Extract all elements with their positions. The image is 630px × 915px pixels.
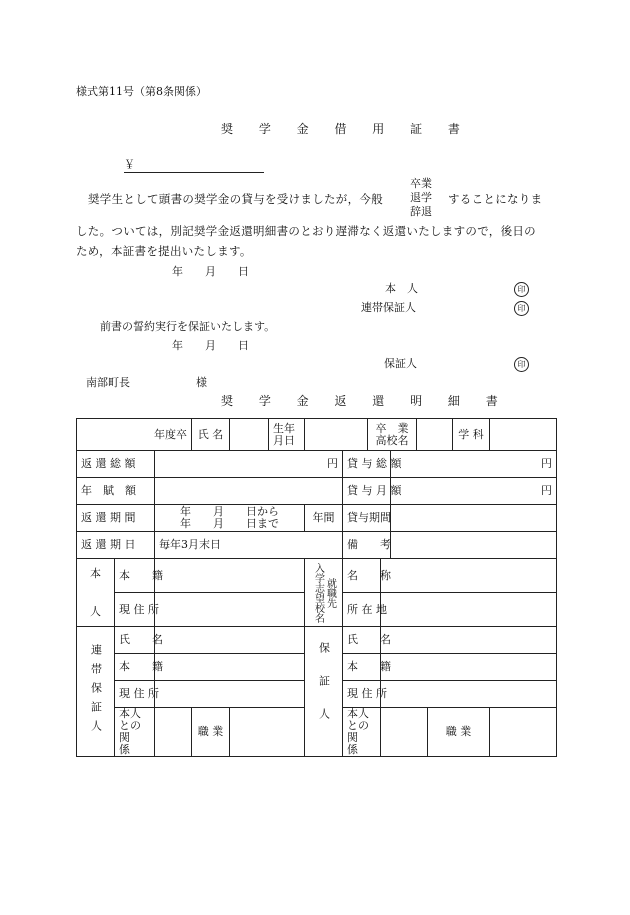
name-cell[interactable] (230, 419, 269, 451)
repay-total-label: 返 還 総 額 (77, 451, 155, 478)
person-group-label: 本 人 (77, 559, 115, 627)
amount-field[interactable] (124, 172, 264, 173)
option-graduation[interactable]: 卒業 (410, 177, 432, 190)
detail-title: 奨 学 金 返 還 明 細 書 (221, 394, 509, 408)
person-address-cell[interactable] (155, 593, 305, 627)
jg-relation-label: 本人との 関 係 (115, 708, 155, 757)
repay-period-label: 返 還 期 間 (77, 505, 155, 532)
due-date-value: 毎年3月末日 (155, 532, 343, 559)
pledge-line-3: ため，本証書を提出いたします。 (76, 244, 252, 258)
monthly-loan-cell[interactable]: 円 (391, 478, 557, 505)
jg-name-cell[interactable] (155, 627, 305, 654)
jg-domicile-cell[interactable] (155, 654, 305, 681)
employer-school-label: 就職先 入学志望校名 (305, 559, 343, 627)
pledge-line-1-end: することになりま (448, 192, 543, 206)
jg-relation-cell[interactable] (155, 708, 192, 757)
option-withdrawal[interactable]: 退学 (410, 191, 432, 204)
remarks-label: 備 考 (343, 532, 391, 559)
jg-address-label: 現 住 所 (115, 681, 155, 708)
jg-name-label: 氏 名 (115, 627, 155, 654)
form-number: 様式第11号（第8条関係） (76, 85, 207, 98)
employer-name-label: 名 称 (343, 559, 381, 593)
remarks-cell[interactable] (391, 532, 557, 559)
loan-total-label: 貸 与 総 額 (343, 451, 391, 478)
option-decline[interactable]: 辞退 (410, 205, 432, 218)
guarantor-label: 保証人 (384, 357, 417, 370)
joint-guarantor-label: 連帯保証人 (361, 301, 416, 314)
jg-address-cell[interactable] (155, 681, 305, 708)
reason-options[interactable] (410, 177, 432, 219)
joint-guarantor-group-label: 連帯保証人 (77, 627, 115, 757)
g-job-cell[interactable] (490, 708, 557, 757)
g-address-label: 現 住 所 (343, 681, 381, 708)
pledge-title: 奨 学 金 借 用 証 書 (221, 122, 471, 136)
school-label: 卒 業 高校名 (368, 419, 417, 451)
person-domicile-cell[interactable] (155, 559, 305, 593)
loan-period-cell[interactable] (391, 505, 557, 532)
grad-year-label: 年度卒 (77, 419, 192, 451)
person-domicile-label: 本 籍 (115, 559, 155, 593)
table-row (77, 627, 557, 654)
jg-job-cell[interactable] (230, 708, 305, 757)
table-row (77, 478, 557, 505)
g-relation-cell[interactable] (381, 708, 428, 757)
repay-total-cell[interactable]: 円 (155, 451, 343, 478)
addressee-honorific: 様 (196, 376, 207, 389)
table-row (77, 505, 557, 532)
table-row (77, 559, 557, 593)
g-job-label: 職 業 (428, 708, 490, 757)
g-name-label: 氏 名 (343, 627, 381, 654)
birthdate-label: 生年 月日 (269, 419, 305, 451)
department-cell[interactable] (490, 419, 557, 451)
g-domicile-label: 本 籍 (343, 654, 381, 681)
guarantor-group-label: 保証人 (305, 627, 343, 757)
pledge-line-1: 奨学生として頭書の奨学金の貸与を受けましたが，今般 (88, 192, 383, 206)
seal-stamp-icon: 印 (514, 282, 529, 297)
name-label: 氏 名 (192, 419, 230, 451)
yen-mark: ￥ (124, 158, 135, 171)
pledge-date[interactable]: 年 月 日 (172, 265, 249, 278)
due-date-label: 返 還 期 日 (77, 532, 155, 559)
monthly-loan-label: 貸 与 月 額 (343, 478, 391, 505)
addressee: 南部町長 (86, 376, 130, 389)
table-row (77, 451, 557, 478)
annual-amount-label: 年 賦 額 (77, 478, 155, 505)
seal-stamp-icon: 印 (514, 357, 529, 372)
employer-location-cell[interactable] (381, 593, 557, 627)
birthdate-cell[interactable] (305, 419, 368, 451)
employer-location-label: 所 在 地 (343, 593, 381, 627)
repay-period-cell[interactable]: 年 月 日から 年 月 日まで (155, 505, 305, 532)
table-row (77, 419, 557, 451)
table-row (77, 532, 557, 559)
employer-name-cell[interactable] (381, 559, 557, 593)
guarantee-text: 前書の誓約実行を保証いたします。 (100, 320, 276, 333)
pledge-line-2: した。ついては，別記奨学金返還明細書のとおり遅滞なく返還いたしますので，後日の (76, 224, 536, 238)
annual-amount-cell[interactable] (155, 478, 343, 505)
g-domicile-cell[interactable] (381, 654, 557, 681)
g-name-cell[interactable] (381, 627, 557, 654)
g-address-cell[interactable] (381, 681, 557, 708)
department-label: 学 科 (453, 419, 490, 451)
jg-domicile-label: 本 籍 (115, 654, 155, 681)
loan-total-cell[interactable]: 円 (391, 451, 557, 478)
guarantee-date[interactable]: 年 月 日 (172, 339, 249, 352)
jg-job-label: 職 業 (192, 708, 230, 757)
repayment-detail-table (76, 418, 557, 757)
g-relation-label: 本人との 関 係 (343, 708, 381, 757)
signer-self-label: 本 人 (385, 282, 418, 295)
school-cell[interactable] (417, 419, 453, 451)
years-label: 年間 (305, 505, 343, 532)
loan-period-label: 貸与期間 (343, 505, 391, 532)
seal-stamp-icon: 印 (514, 301, 529, 316)
person-address-label: 現 住 所 (115, 593, 155, 627)
